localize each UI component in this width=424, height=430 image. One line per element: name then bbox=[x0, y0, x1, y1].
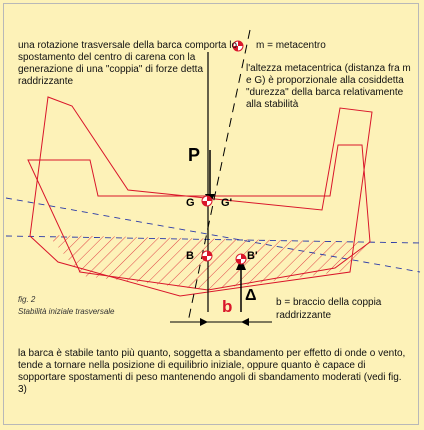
metacenter-description: l'altezza metacentrica (distanza fra m e G) è proporzionale alla cosiddetta "durezza" della barca relativamente alla stabilità bbox=[246, 63, 411, 110]
stability-explanation: la barca è stabile tanto più quanto, soggetta a sbandamento per effetto di onde o vento, tende a tornare nella posizione di equilibrio iniziale, oppure quanto è capace di sopportare spostamenti di peso mantenendo angoli di sbandamento moderati (vedi fig. 3) bbox=[18, 348, 406, 395]
center-gravity-heeled-label: G' bbox=[221, 197, 233, 209]
figure-caption: Stabilità iniziale trasversale bbox=[18, 307, 115, 316]
buoyancy-center-heeled-marker bbox=[236, 254, 246, 264]
buoyancy-center-label: B bbox=[186, 250, 194, 262]
arm-description: b = braccio della coppia raddrizzante bbox=[276, 297, 382, 321]
arm-arrowhead-left bbox=[200, 318, 208, 326]
metacenter-label: m = metacentro bbox=[256, 40, 326, 51]
center-of-gravity-marker bbox=[202, 196, 212, 206]
arm-label-b: b bbox=[222, 297, 233, 316]
arm-arrowhead-right bbox=[241, 318, 249, 326]
buoyancy-center-marker bbox=[202, 251, 212, 261]
buoyancy-center-heeled-label: B' bbox=[247, 250, 258, 262]
submerged-area-hatch bbox=[48, 235, 370, 290]
center-gravity-label: G bbox=[186, 197, 195, 209]
intro-text: una rotazione trasversale della barca comporta lo spostamento del centro di carena con la generazione di una "coppia" di forze detta raddrizzante bbox=[18, 40, 238, 87]
figure-number: fig. 2 bbox=[18, 295, 36, 304]
weight-label: P bbox=[188, 145, 201, 165]
thrust-label: Δ bbox=[245, 287, 257, 304]
